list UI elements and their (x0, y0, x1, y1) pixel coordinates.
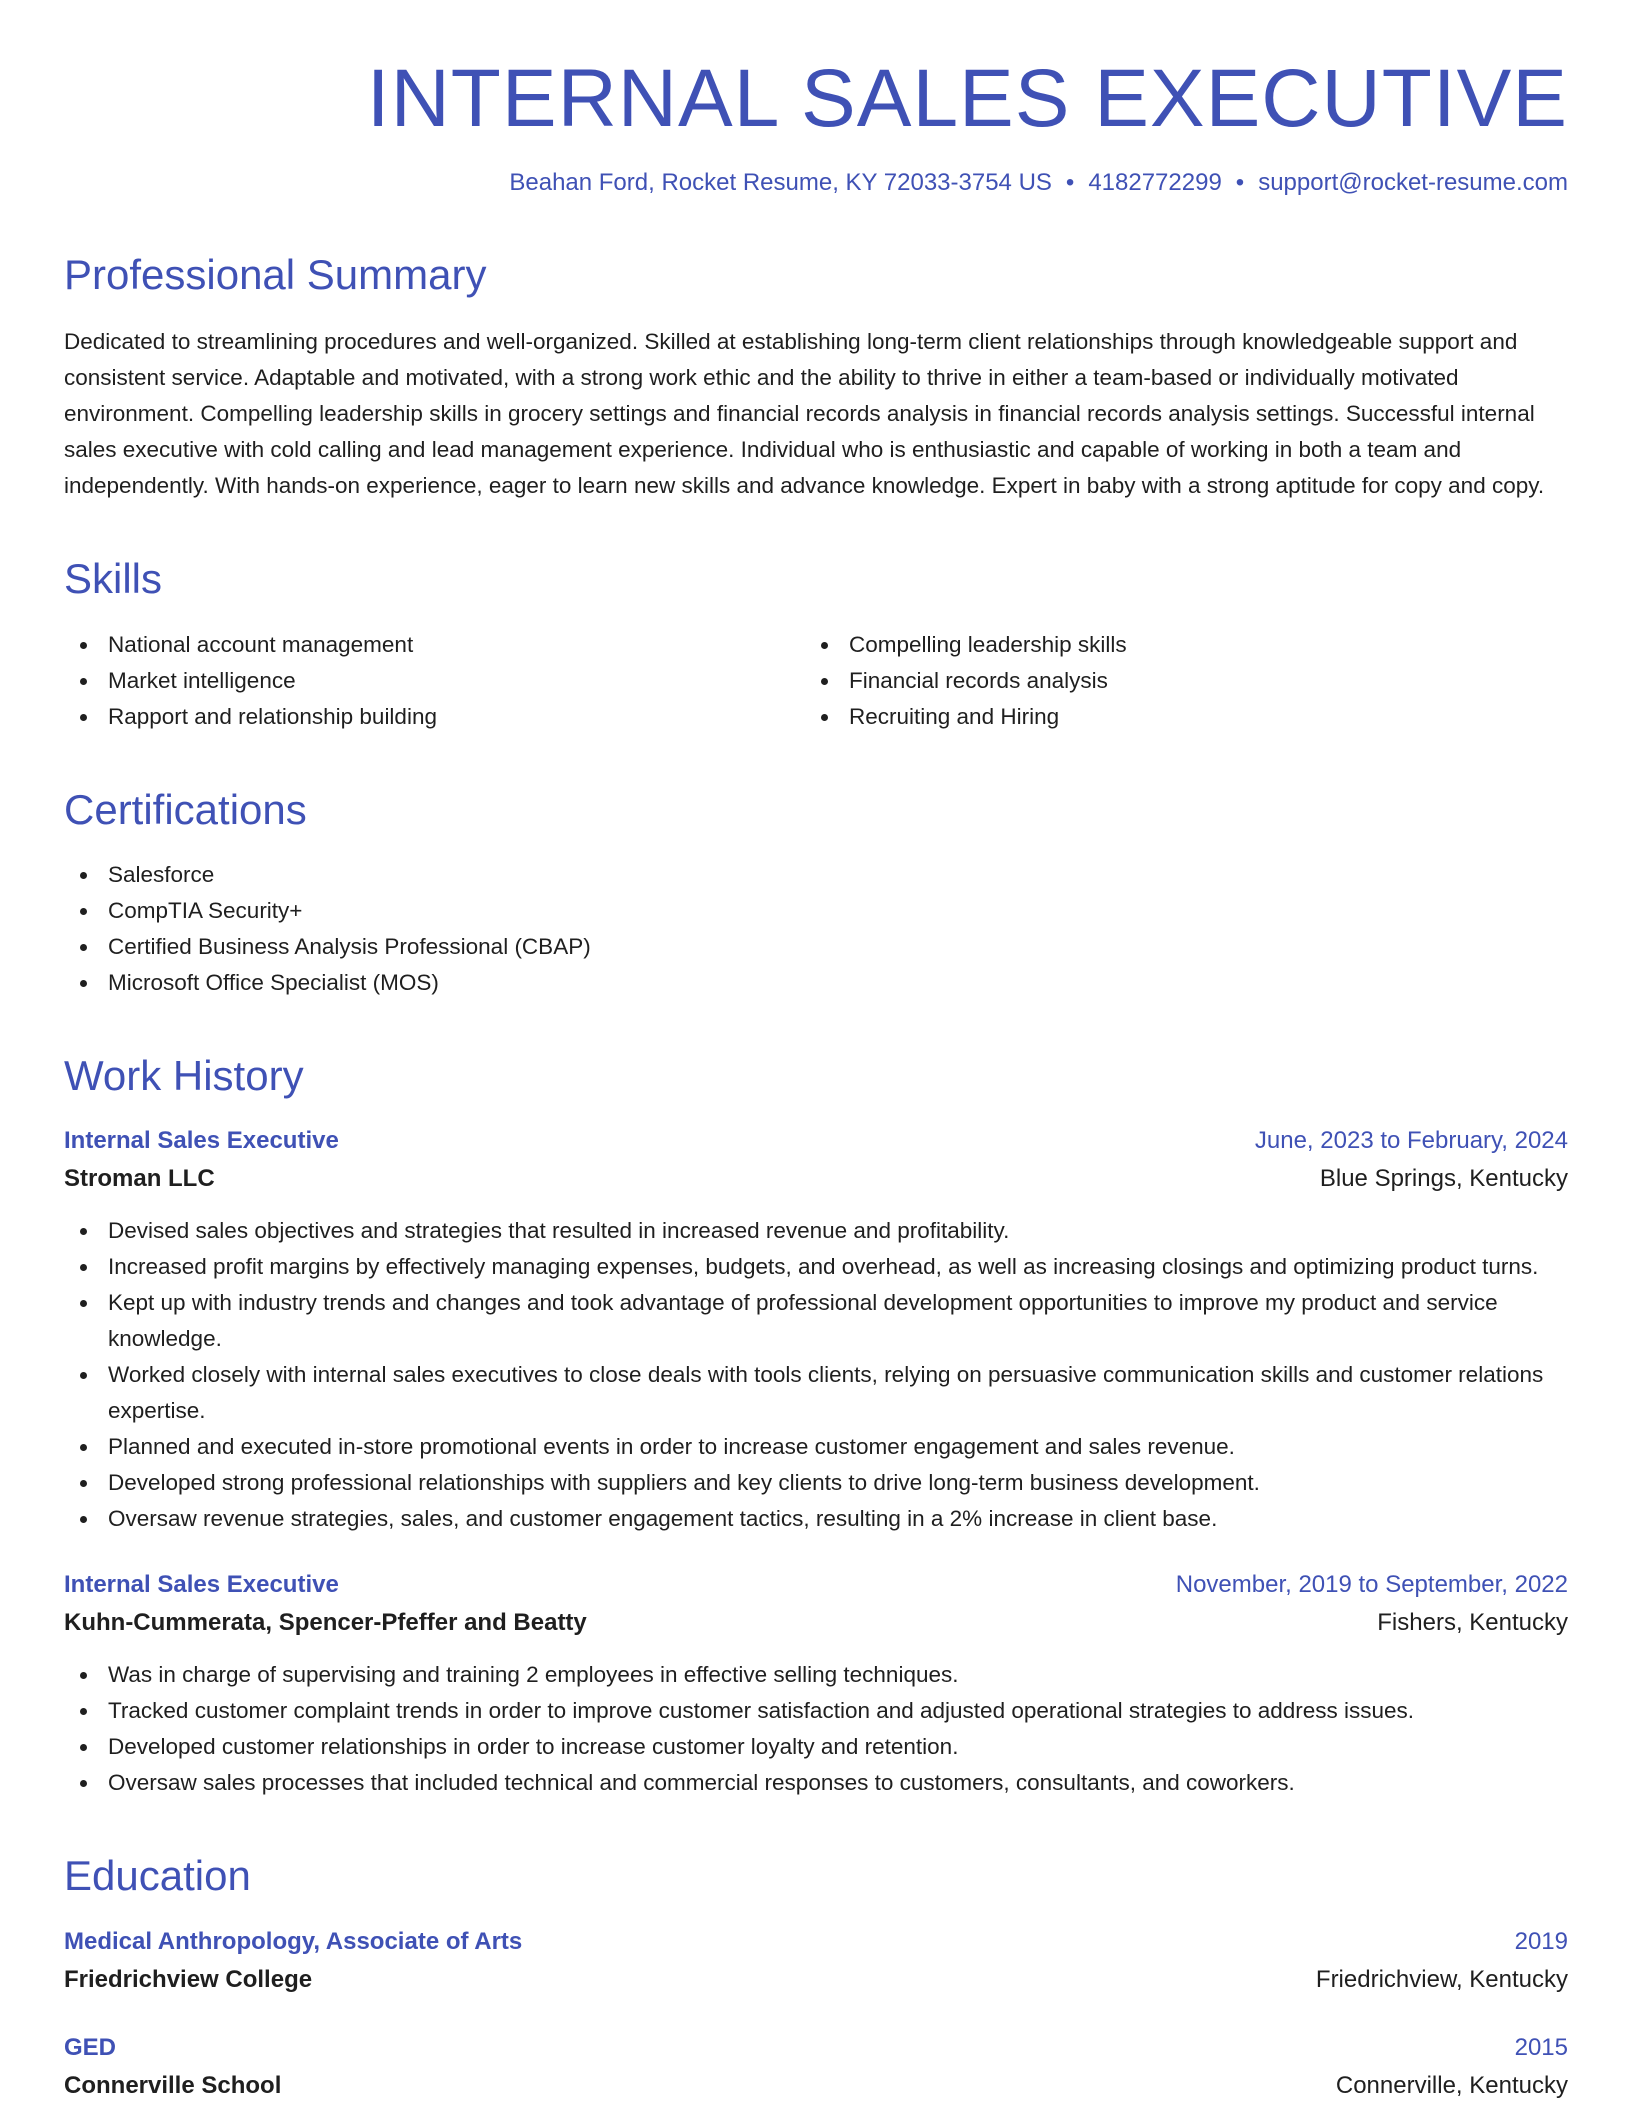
job-company-row (64, 1159, 1568, 1199)
job-bullet: Oversaw revenue strategies, sales, and customer engagement tactics, resulting in a 2% increase in client base. (64, 1501, 1568, 1537)
education-school-row (64, 1960, 1568, 2000)
job-bullet: Was in charge of supervising and training 2 employees in effective selling techniques. (64, 1657, 1568, 1693)
job-bullet: Oversaw sales processes that included technical and commercial responses to customers, consultants, and coworkers. (64, 1765, 1568, 1801)
job-title: Internal Sales Executive (64, 1571, 339, 1599)
education-school: Friedrichview College (64, 1965, 313, 1993)
summary-heading: Professional Summary (64, 250, 487, 298)
education-year: 2015 (1514, 2033, 1568, 2061)
job-location: Fishers, Kentucky (1377, 1609, 1568, 1637)
job-dates: June, 2023 to February, 2024 (1254, 1127, 1568, 1155)
job-header-row (64, 1123, 1568, 1159)
job-bullet: Worked closely with internal sales executives to close deals with tools clients, relying on persuasive communication skills and customer relations expertise. (64, 1357, 1568, 1429)
skills-list-right (805, 627, 1568, 735)
education-entry (64, 1924, 1568, 2000)
education-degree: GED (64, 2033, 117, 2061)
contact-email: support@rocket-resume.com (1258, 169, 1568, 197)
contact-address: Beahan Ford, Rocket Resume, KY 72033-3754 US (509, 169, 1052, 197)
education-school: Connerville School (64, 2071, 282, 2099)
job-bullets (64, 1213, 1568, 1537)
certification-item: Microsoft Office Specialist (MOS) (64, 965, 1568, 1001)
education-degree: Medical Anthropology, Associate of Arts (64, 1927, 523, 1955)
job-title: Internal Sales Executive (64, 1127, 339, 1155)
job-company: Kuhn-Cummerata, Spencer-Pfeffer and Beatty (64, 1609, 587, 1637)
certifications-section (64, 785, 1568, 1001)
job-bullets (64, 1657, 1568, 1801)
job-bullet: Kept up with industry trends and changes and took advantage of professional development opportunities to improve my product and service knowledge. (64, 1285, 1568, 1357)
skill-item: Rapport and relationship building (64, 699, 805, 735)
education-header-row (64, 1924, 1568, 1960)
job-bullet: Tracked customer complaint trends in order to improve customer satisfaction and adjusted operational strategies to address issues. (64, 1693, 1568, 1729)
job-bullet: Devised sales objectives and strategies that resulted in increased revenue and profitability. (64, 1213, 1568, 1249)
job-entry (64, 1123, 1568, 1537)
education-location: Connerville, Kentucky (1335, 2071, 1568, 2099)
certification-item: CompTIA Security+ (64, 893, 1568, 929)
skill-item: Compelling leadership skills (805, 627, 1568, 663)
job-bullet: Planned and executed in-store promotional events in order to increase customer engagement and sales revenue. (64, 1429, 1568, 1465)
skill-item: National account management (64, 627, 805, 663)
certification-item: Certified Business Analysis Professional (CBAP) (64, 929, 1568, 965)
skill-item: Recruiting and Hiring (805, 699, 1568, 735)
job-location: Blue Springs, Kentucky (1319, 1165, 1568, 1193)
resume-title: INTERNAL SALES EXECUTIVE (366, 53, 1568, 144)
work-history-heading: Work History (64, 1052, 304, 1100)
contact-separator: • (1065, 169, 1075, 197)
job-entry (64, 1567, 1568, 1801)
job-bullet: Developed strong professional relationships with suppliers and key clients to drive long-term business development. (64, 1465, 1568, 1501)
summary-section (64, 250, 1568, 504)
education-school-row (64, 2066, 1568, 2106)
work-history-section (64, 1051, 1568, 1801)
contact-line (64, 166, 1568, 200)
job-header-row (64, 1567, 1568, 1603)
job-company-row (64, 1603, 1568, 1643)
summary-text: Dedicated to streamlining procedures and well-organized. Skilled at establishing long-term client relationships through knowledgeable support and consistent service. Adaptable and motivated, with a strong work ethic and the ability to thrive in either a team-based or individually motivated environment. Compelling leadership skills in grocery settings and financial records analysis in financial records analysis settings. Successful internal sales executive with cold calling and lead management experience. Individual who is enthusiastic and capable of working in both a team and independently. With hands-on experience, eager to learn new skills and advance knowledge. Expert in baby with a strong aptitude for copy and copy. (64, 329, 1545, 499)
skills-list-left (64, 627, 805, 735)
job-bullet: Developed customer relationships in order to increase customer loyalty and retention. (64, 1729, 1568, 1765)
skills-grid (64, 627, 1568, 735)
certifications-heading: Certifications (64, 785, 307, 833)
job-dates: November, 2019 to September, 2022 (1175, 1571, 1568, 1599)
skills-heading: Skills (64, 555, 163, 603)
education-entry (64, 2030, 1568, 2106)
certifications-list (64, 857, 1568, 1001)
education-heading: Education (64, 1852, 251, 1900)
job-bullet: Increased profit margins by effectively managing expenses, budgets, and overhead, as well as increasing closings and optimizing product turns. (64, 1249, 1568, 1285)
contact-separator: • (1235, 169, 1245, 197)
skill-item: Market intelligence (64, 663, 805, 699)
education-header-row (64, 2030, 1568, 2066)
contact-phone: 4182772299 (1088, 169, 1222, 197)
skill-item: Financial records analysis (805, 663, 1568, 699)
job-company: Stroman LLC (64, 1165, 215, 1193)
skills-section (64, 554, 1568, 734)
education-year: 2019 (1514, 1927, 1568, 1955)
education-section (64, 1851, 1568, 2105)
education-location: Friedrichview, Kentucky (1315, 1965, 1568, 1993)
certification-item: Salesforce (64, 857, 1568, 893)
